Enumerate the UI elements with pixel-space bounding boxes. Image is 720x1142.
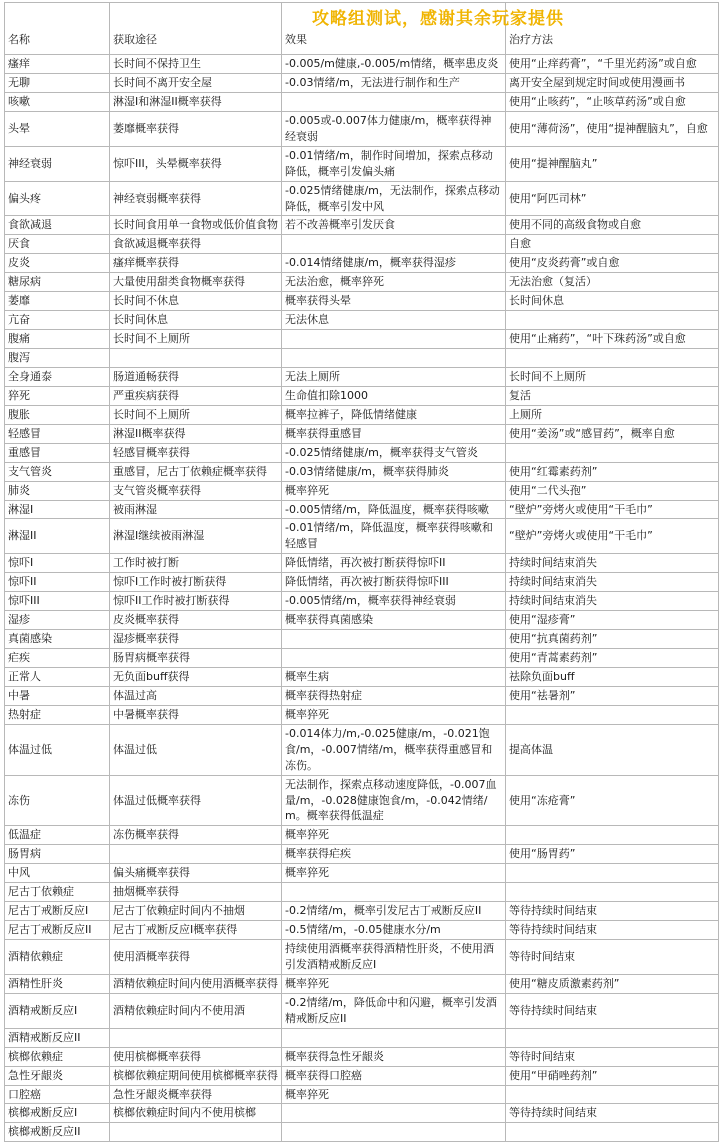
cell-name: 口腔癌: [5, 1085, 110, 1104]
table-row: [5, 1123, 719, 1142]
table-row: [5, 611, 719, 630]
header-effect: 效果: [282, 3, 506, 55]
cell-source: 酒精依赖症时间内使用酒概率获得: [110, 974, 282, 993]
cell-name: 肠胃病: [5, 845, 110, 864]
table-row: [5, 940, 719, 975]
cell-effect: -0.025情绪健康/m，无法制作，探索点移动降低，概率引发中风: [282, 181, 506, 216]
cell-source: 槟榔依赖症时间内不使用槟榔: [110, 1104, 282, 1123]
cell-cure: [506, 1028, 719, 1047]
table-row: [5, 405, 719, 424]
cell-name: 猝死: [5, 386, 110, 405]
cell-source: 惊吓I工作时被打断获得: [110, 573, 282, 592]
cell-name: 低温症: [5, 826, 110, 845]
table-row: [5, 1104, 719, 1123]
cell-effect: 降低情绪，再次被打断获得惊吓II: [282, 554, 506, 573]
cell-effect: 概率获得热射症: [282, 686, 506, 705]
cell-name: 皮炎: [5, 254, 110, 273]
cell-cure: 使用“抗真菌药剂”: [506, 630, 719, 649]
cell-source: 肠胃病概率获得: [110, 649, 282, 668]
cell-effect: -0.2情绪/m，概率引发尼古丁戒断反应II: [282, 902, 506, 921]
cell-name: 咳嗽: [5, 92, 110, 111]
table-row: [5, 921, 719, 940]
cell-source: [110, 1123, 282, 1142]
table-row: [5, 481, 719, 500]
cell-source: 湿疹概率获得: [110, 630, 282, 649]
table-row: [5, 902, 719, 921]
header-cure: 治疗方法: [506, 3, 719, 55]
cell-effect: 降低情绪，再次被打断获得惊吓III: [282, 573, 506, 592]
cell-name: 酒精戒断反应II: [5, 1028, 110, 1047]
cell-cure: 上厕所: [506, 405, 719, 424]
table-row: [5, 1028, 719, 1047]
cell-name: 无聊: [5, 73, 110, 92]
cell-name: 腹痛: [5, 330, 110, 349]
cell-name: 支气管炎: [5, 462, 110, 481]
table-row: [5, 686, 719, 705]
cell-source: 体温过低概率获得: [110, 775, 282, 826]
cell-effect: -0.014情绪健康/m，概率获得湿疹: [282, 254, 506, 273]
cell-source: 淋湿I和淋湿II概率获得: [110, 92, 282, 111]
table-row: [5, 724, 719, 775]
cell-effect: -0.03情绪健康/m，概率获得肺炎: [282, 462, 506, 481]
cell-name: 槟榔依赖症: [5, 1047, 110, 1066]
cell-name: 偏头疼: [5, 181, 110, 216]
cell-effect: [282, 1028, 506, 1047]
cell-cure: [506, 1123, 719, 1142]
cell-cure: 使用“薄荷汤”，使用“提神醒脑丸”，自愈: [506, 111, 719, 146]
cell-name: 体温过低: [5, 724, 110, 775]
cell-source: 长时间食用单一食物或低价值食物: [110, 216, 282, 235]
cell-cure: 自愈: [506, 235, 719, 254]
cell-effect: 概率获得重感冒: [282, 424, 506, 443]
cell-name: 惊吓II: [5, 573, 110, 592]
cell-cure: 使用“湿疹膏”: [506, 611, 719, 630]
cell-source: 使用酒概率获得: [110, 940, 282, 975]
banner-credit: 攻略组测试，感谢其余玩家提供: [312, 9, 564, 29]
table-row: [5, 235, 719, 254]
table-row: [5, 216, 719, 235]
cell-source: 酒精依赖症时间内不使用酒: [110, 993, 282, 1028]
cell-name: 轻感冒: [5, 424, 110, 443]
cell-name: 腹泻: [5, 349, 110, 368]
cell-effect: [282, 330, 506, 349]
cell-cure: 使用“红霉素药剂”: [506, 462, 719, 481]
cell-cure: 持续时间结束消失: [506, 592, 719, 611]
cell-cure: 使用“二代头孢”: [506, 481, 719, 500]
cell-cure: [506, 1085, 719, 1104]
cell-source: 抽烟概率获得: [110, 883, 282, 902]
cell-source: 瘙痒概率获得: [110, 254, 282, 273]
cell-source: 无负面buff获得: [110, 667, 282, 686]
cell-source: 惊吓II工作时被打断获得: [110, 592, 282, 611]
cell-effect: 概率拉裤子，降低情绪健康: [282, 405, 506, 424]
table-row: [5, 974, 719, 993]
table-row: [5, 592, 719, 611]
cell-cure: 等待持续时间结束: [506, 1104, 719, 1123]
cell-cure: 等待持续时间结束: [506, 993, 719, 1028]
cell-effect: 若不改善概率引发厌食: [282, 216, 506, 235]
table-row: [5, 92, 719, 111]
cell-effect: 概率猝死: [282, 705, 506, 724]
cell-cure: 祛除负面buff: [506, 667, 719, 686]
cell-name: 淋湿II: [5, 519, 110, 554]
cell-source: 重感冒，尼古丁依赖症概率获得: [110, 462, 282, 481]
cell-name: 槟榔戒断反应II: [5, 1123, 110, 1142]
cell-cure: 长时间不上厕所: [506, 367, 719, 386]
cell-name: 食欲减退: [5, 216, 110, 235]
cell-name: 尼古丁依赖症: [5, 883, 110, 902]
cell-effect: 无法上厕所: [282, 367, 506, 386]
cell-effect: 概率获得急性牙龈炎: [282, 1047, 506, 1066]
cell-cure: [506, 443, 719, 462]
cell-effect: 概率获得头晕: [282, 292, 506, 311]
cell-name: 酒精戒断反应I: [5, 993, 110, 1028]
cell-effect: [282, 630, 506, 649]
cell-cure: 等待时间结束: [506, 1047, 719, 1066]
cell-effect: [282, 349, 506, 368]
cell-name: 中暑: [5, 686, 110, 705]
cell-name: 热射症: [5, 705, 110, 724]
cell-cure: 使用“甲硝唑药剂”: [506, 1066, 719, 1085]
cell-cure: [506, 883, 719, 902]
cell-effect: -0.005情绪/m，概率获得神经衰弱: [282, 592, 506, 611]
cell-effect: [282, 1123, 506, 1142]
cell-name: 神经衰弱: [5, 146, 110, 181]
table-row: [5, 1085, 719, 1104]
cell-source: 长时间不离开安全屋: [110, 73, 282, 92]
cell-name: 糖尿病: [5, 273, 110, 292]
cell-effect: -0.2情绪/m，降低命中和闪避，概率引发酒精戒断反应II: [282, 993, 506, 1028]
cell-name: 腹胀: [5, 405, 110, 424]
cell-source: 长时间休息: [110, 311, 282, 330]
cell-effect: -0.01情绪/m，制作时间增加，探索点移动降低，概率引发偏头痛: [282, 146, 506, 181]
cell-name: 槟榔戒断反应I: [5, 1104, 110, 1123]
cell-effect: 概率猝死: [282, 974, 506, 993]
cell-effect: -0.005/m健康,-0.005/m情绪，概率患皮炎: [282, 55, 506, 74]
cell-cure: 等待持续时间结束: [506, 921, 719, 940]
cell-name: 冻伤: [5, 775, 110, 826]
cell-cure: 使用“姜汤”或“感冒药”，概率自愈: [506, 424, 719, 443]
cell-cure: 使用“冻疮膏”: [506, 775, 719, 826]
cell-source: 神经衰弱概率获得: [110, 181, 282, 216]
table-row: [5, 367, 719, 386]
table-row: [5, 667, 719, 686]
table-row: [5, 55, 719, 74]
cell-effect: 概率获得真菌感染: [282, 611, 506, 630]
cell-cure: 使用“祛暑剂”: [506, 686, 719, 705]
cell-cure: 提高体温: [506, 724, 719, 775]
cell-effect: -0.5情绪/m，-0.05健康水分/m: [282, 921, 506, 940]
cell-cure: 使用“止咳药”，“止咳草药汤”或自愈: [506, 92, 719, 111]
cell-source: 工作时被打断: [110, 554, 282, 573]
table-row: [5, 630, 719, 649]
cell-effect: -0.03情绪/m，无法进行制作和生产: [282, 73, 506, 92]
cell-name: 酒精性肝炎: [5, 974, 110, 993]
cell-name: 中风: [5, 864, 110, 883]
cell-effect: 生命值扣除1000: [282, 386, 506, 405]
cell-name: 萎靡: [5, 292, 110, 311]
cell-cure: 持续时间结束消失: [506, 573, 719, 592]
table-row: [5, 254, 719, 273]
table-body: [5, 55, 719, 1142]
cell-source: 尼古丁戒断反应I概率获得: [110, 921, 282, 940]
cell-name: 尼古丁戒断反应II: [5, 921, 110, 940]
cell-cure: 长时间休息: [506, 292, 719, 311]
cell-source: 尼古丁依赖症时间内不抽烟: [110, 902, 282, 921]
table-row: [5, 649, 719, 668]
cell-cure: [506, 705, 719, 724]
cell-source: 使用槟榔概率获得: [110, 1047, 282, 1066]
cell-cure: [506, 826, 719, 845]
cell-name: 瘙痒: [5, 55, 110, 74]
table-row: [5, 1066, 719, 1085]
cell-source: 严重疾病获得: [110, 386, 282, 405]
cell-effect: [282, 92, 506, 111]
cell-source: 淋湿I继续被雨淋湿: [110, 519, 282, 554]
cell-source: 长时间不休息: [110, 292, 282, 311]
cell-source: 偏头痛概率获得: [110, 864, 282, 883]
cell-name: 尼古丁戒断反应I: [5, 902, 110, 921]
cell-source: 槟榔依赖症期间使用槟榔概率获得: [110, 1066, 282, 1085]
cell-effect: [282, 235, 506, 254]
cell-source: 轻感冒概率获得: [110, 443, 282, 462]
table-row: [5, 864, 719, 883]
cell-name: 全身通泰: [5, 367, 110, 386]
cell-source: 惊吓III，头晕概率获得: [110, 146, 282, 181]
table-row: [5, 826, 719, 845]
cell-name: 湿疹: [5, 611, 110, 630]
cell-source: 支气管炎概率获得: [110, 481, 282, 500]
cell-source: 体温过低: [110, 724, 282, 775]
cell-effect: -0.014体力/m,-0.025健康/m，-0.021饱食/m，-0.007情绪/m，概率获得重感冒和冻伤。: [282, 724, 506, 775]
cell-cure: 使用“糖皮质激素药剂”: [506, 974, 719, 993]
cell-effect: -0.025情绪健康/m，概率获得支气管炎: [282, 443, 506, 462]
table-row: [5, 500, 719, 519]
cell-name: 真菌感染: [5, 630, 110, 649]
cell-source: 长时间不上厕所: [110, 330, 282, 349]
cell-name: 惊吓I: [5, 554, 110, 573]
cell-source: 被雨淋湿: [110, 500, 282, 519]
cell-cure: 使用不同的高级食物或自愈: [506, 216, 719, 235]
cell-effect: 无法治愈，概率猝死: [282, 273, 506, 292]
cell-cure: “壁炉”旁烤火或使用“干毛巾”: [506, 500, 719, 519]
cell-name: 正常人: [5, 667, 110, 686]
cell-effect: 概率猝死: [282, 481, 506, 500]
header-source: 获取途径: [110, 3, 282, 55]
cell-cure: [506, 349, 719, 368]
table-row: [5, 883, 719, 902]
cell-cure: 无法治愈（复活）: [506, 273, 719, 292]
cell-cure: 使用“阿匹司林”: [506, 181, 719, 216]
cell-source: 食欲减退概率获得: [110, 235, 282, 254]
cell-cure: 等待时间结束: [506, 940, 719, 975]
cell-name: 急性牙龈炎: [5, 1066, 110, 1085]
cell-effect: 持续使用酒概率获得酒精性肝炎，不使用酒引发酒精戒断反应I: [282, 940, 506, 975]
cell-effect: -0.005情绪/m，降低温度，概率获得咳嗽: [282, 500, 506, 519]
table-row: [5, 73, 719, 92]
cell-name: 疟疾: [5, 649, 110, 668]
cell-effect: 概率猝死: [282, 864, 506, 883]
header-name: 名称: [5, 3, 110, 55]
cell-cure: 等待持续时间结束: [506, 902, 719, 921]
cell-cure: 复活: [506, 386, 719, 405]
table-row: [5, 292, 719, 311]
cell-cure: 使用“肠胃药”: [506, 845, 719, 864]
cell-source: 肠道通畅获得: [110, 367, 282, 386]
cell-cure: 使用“青蒿素药剂”: [506, 649, 719, 668]
cell-cure: 离开安全屋到规定时间或使用漫画书: [506, 73, 719, 92]
cell-effect: [282, 883, 506, 902]
cell-name: 肺炎: [5, 481, 110, 500]
table-row: [5, 424, 719, 443]
cell-cure: 使用“止痒药膏”，“千里光药汤”或自愈: [506, 55, 719, 74]
cell-name: 重感冒: [5, 443, 110, 462]
cell-source: 萎靡概率获得: [110, 111, 282, 146]
table-row: [5, 462, 719, 481]
cell-name: 亢奋: [5, 311, 110, 330]
cell-cure: 使用“提神醒脑丸”: [506, 146, 719, 181]
table-row: [5, 311, 719, 330]
table-row: [5, 705, 719, 724]
cell-source: 皮炎概率获得: [110, 611, 282, 630]
table-row: [5, 330, 719, 349]
table-row: [5, 386, 719, 405]
cell-source: 淋湿II概率获得: [110, 424, 282, 443]
cell-effect: [282, 649, 506, 668]
cell-cure: 使用“皮炎药膏”或自愈: [506, 254, 719, 273]
table-row: [5, 181, 719, 216]
cell-cure: [506, 311, 719, 330]
table-row: [5, 573, 719, 592]
cell-effect: 概率获得疟疾: [282, 845, 506, 864]
cell-source: 长时间不保持卫生: [110, 55, 282, 74]
cell-effect: 概率获得口腔癌: [282, 1066, 506, 1085]
cell-effect: -0.01情绪/m，降低温度，概率获得咳嗽和轻感冒: [282, 519, 506, 554]
cell-source: 大量使用甜类食物概率获得: [110, 273, 282, 292]
cell-name: 惊吓III: [5, 592, 110, 611]
table-row: [5, 111, 719, 146]
cell-source: [110, 1028, 282, 1047]
table-row: [5, 443, 719, 462]
cell-effect: [282, 1104, 506, 1123]
cell-source: [110, 349, 282, 368]
cell-name: 头晕: [5, 111, 110, 146]
cell-effect: 概率猝死: [282, 1085, 506, 1104]
cell-effect: 概率生病: [282, 667, 506, 686]
cell-effect: -0.005或-0.007体力健康/m，概率获得神经衰弱: [282, 111, 506, 146]
cell-cure: [506, 864, 719, 883]
cell-name: 淋湿I: [5, 500, 110, 519]
cell-effect: 无法制作，探索点移动速度降低，-0.007血量/m，-0.028健康饱食/m，-0.042情绪/m。概率获得低温症: [282, 775, 506, 826]
table-row: [5, 519, 719, 554]
cell-cure: “壁炉”旁烤火或使用“干毛巾”: [506, 519, 719, 554]
cell-source: 急性牙龈炎概率获得: [110, 1085, 282, 1104]
table-row: [5, 146, 719, 181]
cell-effect: 无法休息: [282, 311, 506, 330]
table-row: [5, 554, 719, 573]
table-row: [5, 845, 719, 864]
cell-source: 长时间不上厕所: [110, 405, 282, 424]
cell-cure: 持续时间结束消失: [506, 554, 719, 573]
table-row: [5, 775, 719, 826]
cell-cure: 使用“止痛药”，“叶下珠药汤”或自愈: [506, 330, 719, 349]
cell-name: 厌食: [5, 235, 110, 254]
cell-name: 酒精依赖症: [5, 940, 110, 975]
cell-source: 中暑概率获得: [110, 705, 282, 724]
table-row: [5, 273, 719, 292]
table-row: [5, 1047, 719, 1066]
table-row: [5, 349, 719, 368]
cell-effect: 概率猝死: [282, 826, 506, 845]
disease-table: [4, 2, 719, 1142]
cell-source: 冻伤概率获得: [110, 826, 282, 845]
cell-source: [110, 845, 282, 864]
table-row: [5, 993, 719, 1028]
cell-source: 体温过高: [110, 686, 282, 705]
